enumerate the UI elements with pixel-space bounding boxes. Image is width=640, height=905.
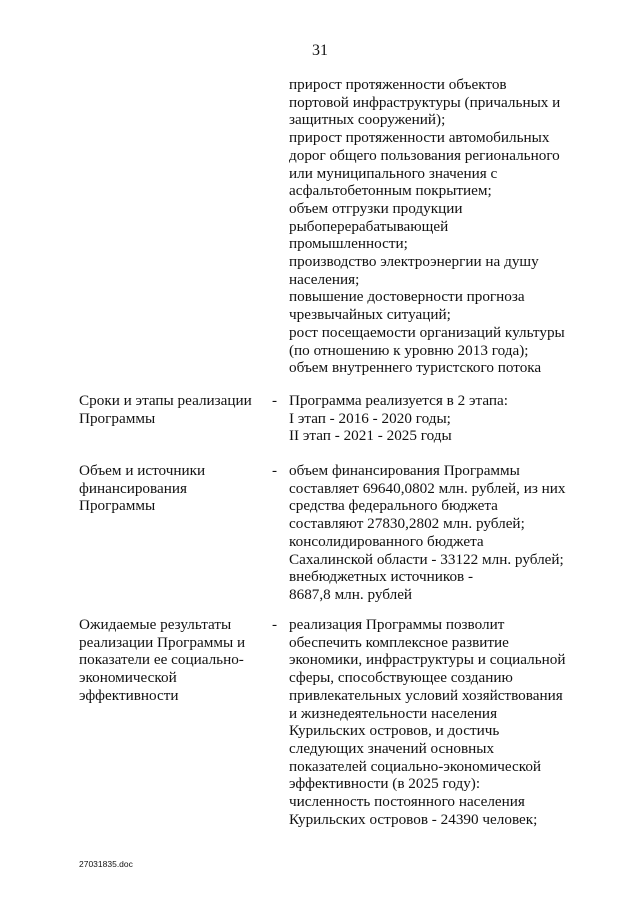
text-line: сферы, способствующее созданию [289, 669, 513, 687]
row-label [79, 616, 279, 705]
text-line: реализация Программы позволит [289, 616, 505, 633]
text-line: консолидированного бюджета [289, 532, 484, 550]
text-line: объем внутреннего туристского потока [289, 359, 542, 377]
text-line: (по отношению к уровню 2013 года); [289, 341, 529, 359]
text-line: промышленности; [289, 235, 408, 253]
text-line: и жизнедеятельности населения [289, 704, 498, 722]
text-line: прирост протяженности автомобильных [289, 129, 550, 147]
text-line: Объем и источники [79, 462, 206, 479]
text-line: Ожидаемые результаты [79, 616, 232, 633]
text-line: финансирования [79, 479, 187, 497]
text-line: обеспечить комплексное развитие [289, 633, 509, 651]
text-line: средства федерального бюджета [289, 497, 498, 515]
text-line: реализации Программы и [79, 633, 246, 651]
text-line: привлекательных условий хозяйствования [289, 686, 563, 704]
text-line: прирост протяженности объектов [289, 76, 507, 93]
text-line: повышение достоверности прогноза [289, 288, 525, 306]
text-line: экономической [79, 669, 177, 687]
row-dash: - [272, 392, 278, 409]
text-line: Сроки и этапы реализации [79, 392, 252, 409]
row-value [289, 616, 589, 828]
text-line: показателей социально-экономической [289, 757, 542, 775]
text-line: 8687,8 млн. рублей [289, 585, 413, 603]
text-line: следующих значений основных [289, 739, 495, 757]
text-line: Курильских островов, и достичь [289, 722, 500, 740]
row-label [79, 462, 279, 515]
text-line: Программы [79, 409, 156, 427]
text-line: производство электроэнергии на душу [289, 253, 539, 271]
text-line: Курильских островов - 24390 человек; [289, 810, 538, 828]
text-line: объем финансирования Программы [289, 462, 520, 479]
text-line: Программа реализуется в 2 этапа: [289, 392, 508, 409]
text-line: Программы [79, 497, 156, 515]
row-value [289, 392, 589, 445]
row-label [79, 392, 279, 427]
row-dash: - [272, 462, 278, 479]
text-line: дорог общего пользования регионального [289, 146, 560, 164]
text-line: показатели ее социально- [79, 651, 244, 669]
text-line: эффективности (в 2025 году): [289, 775, 481, 793]
text-line: рыбоперерабатывающей [289, 217, 449, 235]
text-line: составляет 69640,0802 млн. рублей, из них [289, 479, 566, 497]
text-line: или муниципального значения с [289, 164, 498, 182]
text-line: внебюджетных источников - [289, 568, 474, 586]
text-line: рост посещаемости организаций культуры [289, 323, 565, 341]
text-line: численность постоянного населения [289, 793, 525, 811]
intro-text [289, 76, 589, 377]
text-line: чрезвычайных ситуаций; [289, 306, 451, 324]
text-line: Сахалинской области - 33122 млн. рублей; [289, 550, 564, 568]
text-line: эффективности [79, 686, 179, 704]
text-line: составляют 27830,2802 млн. рублей; [289, 515, 525, 533]
row-dash: - [272, 616, 278, 633]
text-line: населения; [289, 270, 360, 288]
text-line: I этап - 2016 - 2020 годы; [289, 409, 451, 427]
file-name-footer: 27031835.doc [79, 859, 133, 869]
text-line: портовой инфраструктуры (причальных и [289, 93, 561, 111]
row-value [289, 462, 589, 604]
text-line: асфальтобетонным покрытием; [289, 182, 492, 200]
page-number: 31 [312, 42, 328, 59]
text-line: объем отгрузки продукции [289, 199, 463, 217]
text-line: защитных сооружений); [289, 111, 446, 129]
text-line: II этап - 2021 - 2025 годы [289, 427, 452, 445]
text-line: экономики, инфраструктуры и социальной [289, 651, 566, 669]
